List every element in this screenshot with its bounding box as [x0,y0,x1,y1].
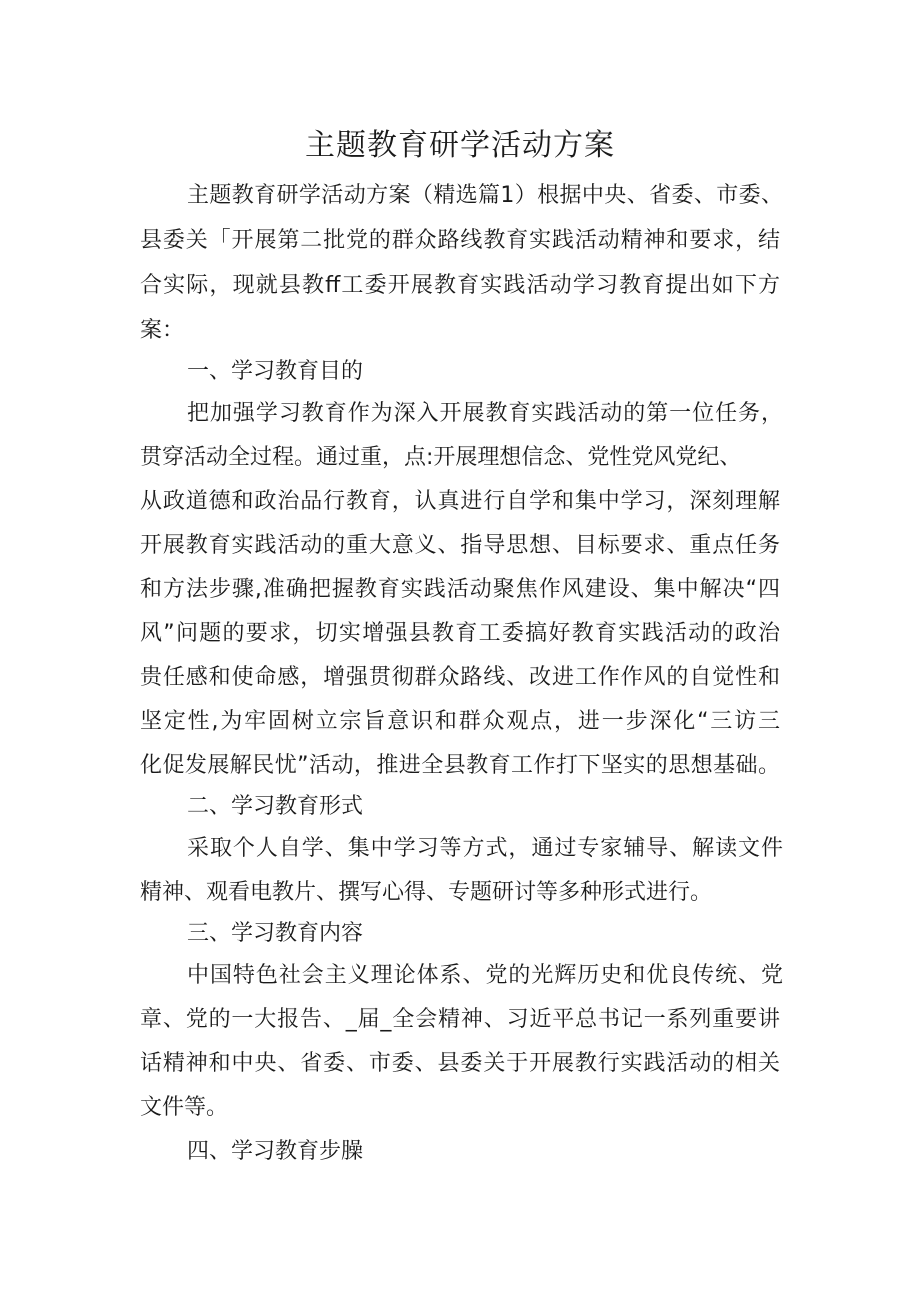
paragraph-line: 章、党的一大报告、_届_全会精神、习近平总书记一系列重要讲 [140,1007,780,1032]
paragraph-line: 坚定性,为牢固树立宗旨意识和群众观点，进一步深化“三访三 [140,709,780,734]
paragraph-line: 采取个人自学、集中学习等方式，通过专家辅导、解读文件 [187,836,783,861]
paragraph-line: 主题教育研学活动方案（精选篇1）根据中央、省委、市委、 [187,183,783,208]
paragraph-line: 风”问题的要求，切实增强县教育工委搞好教育实践活动的政治 [140,621,780,646]
paragraph-line: 贵任感和使命感，增强贯彻群众路线、改进工作作风的自觉性和 [140,665,780,690]
paragraph-line: 把加强学习教育作为深入开展教育实践活动的第一位任务， [187,401,783,426]
document-title: 主题教育研学活动方案 [305,128,615,163]
paragraph-line: 合实际，现就县教ff工委开展教育实践活动学习教育提出如下方 [140,273,780,298]
section-heading: 四、学习教育步臊 [187,1139,364,1164]
section-heading: 二、学习教育形式 [187,794,364,819]
paragraph-line: 和方法步骤,准确把握教育实践活动聚焦作风建设、集中解决“四 [140,577,780,602]
section-heading: 一、学习教育目的 [187,359,364,384]
paragraph-line: 贯穿活动全过程。通过重，点:开展理想信念、党性党风党纪、 [140,445,742,470]
paragraph-line: 县委关「开展第二批党的群众路线教育实践活动精神和要求，结 [140,228,780,253]
paragraph-line: 中国特色社会主义理论体系、党的光辉历史和优良传统、党 [187,963,783,988]
paragraph-line: 案： [140,318,185,343]
paragraph-line: 精神、观看电教片、撰写心得、专题研讨等多种形式进行。 [140,880,713,905]
paragraph-line: 从政道德和政治品行教育，认真进行自学和集中学习，深刻理解 [140,489,780,514]
paragraph-line: 开展教育实践活动的重大意义、指导思想、目标要求、重点任务 [140,533,780,558]
paragraph-line: 话精神和中央、省委、市委、县委关于开展教行实践活动的相关 [140,1051,780,1076]
paragraph-line: 化促发展解民忧”活动，推进全县教育工作打下坚实的思想基础。 [140,753,780,778]
section-heading: 三、学习教育内容 [187,921,364,946]
paragraph-line: 文件等。 [140,1095,229,1120]
